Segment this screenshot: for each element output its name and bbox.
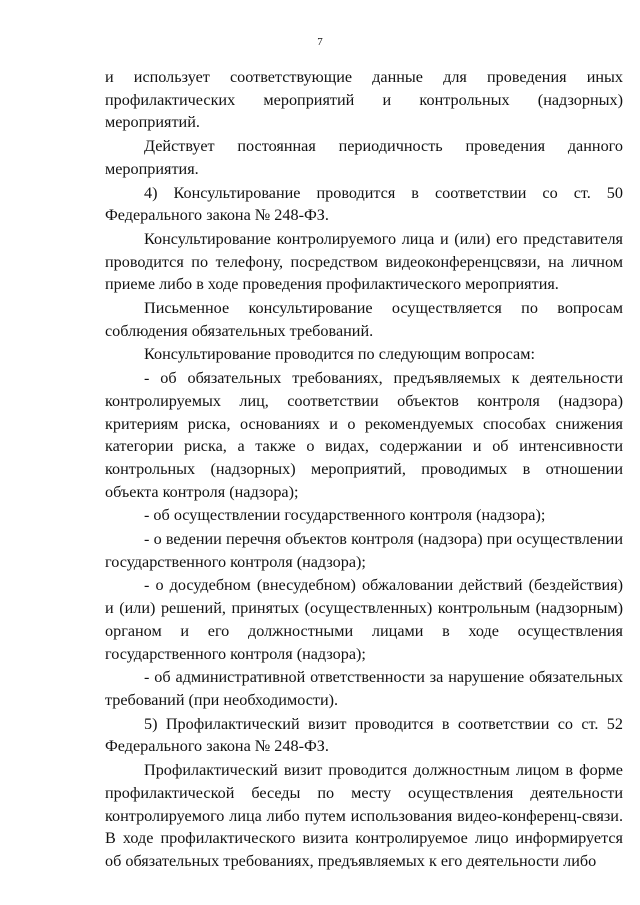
paragraph-preventive-visit: Профилактический визит проводится должностным лицом в форме профилактической беседы по месту осуществления деятельности контролируемого лица либо путем использования видео-конференц-связи. В ходе профилактического визита контролируемое лицо информируется об обязательных требованиях, предъявляемых к его деятельности либо [105,761,623,870]
paragraph-written-consultation: Письменное консультирование осуществляется по вопросам соблюдения обязательных требований. [105,299,623,340]
paragraph-consultation-methods: Консультирование контролируемого лица и (или) его представителя проводится по телефону, посредством видеоконференцсвязи, на личном приеме либо в ходе проведения профилактического мероприятия. [105,229,623,294]
paragraph-item-5: 5) Профилактический визит проводится в соответствии со ст. 52 Федерального закона № 248-ФЗ. [105,714,623,756]
paragraph-periodicity: Действует постоянная периодичность проведения данного мероприятия. [105,137,623,178]
paragraph-item-4: 4) Консультирование проводится в соответствии со ст. 50 Федерального закона № 248-ФЗ. [105,183,623,225]
list-item-requirements: - об обязательных требованиях, предъявляемых к деятельности контролируемых лиц, соответствии объектов контроля (надзора) критериям риска, основаниях и о рекомендуемых способах снижения категории риска, а также о видах, содержании и об интенсивности контрольных (надзорных) мероприятий, проводимых в отношении объекта контроля (надзора); [105,369,623,501]
list-item-state-control: - об осуществлении государственного контроля (надзора); [144,506,546,525]
page-number: 7 [317,36,323,48]
list-item-register: - о ведении перечня объектов контроля (надзора) при осуществлении государственного контроля (надзора); [105,530,623,571]
list-item-liability: - об административной ответственности за нарушение обязательных требований (при необходимости). [105,668,623,709]
list-item-appeal: - о досудебном (внесудебном) обжаловании действий (бездействия) и (или) решений, принятых (осуществленных) контрольным (надзорным) органом и его должностными лицами в ходе осуществления государственного контроля (надзора); [105,576,623,663]
paragraph-continuation: и использует соответствующие данные для проведения иных профилактических мероприятий и контрольных (надзорных) мероприятий. [105,68,623,132]
document-body [105,66,623,873]
paragraph-consultation-topics: Консультирование проводится по следующим вопросам: [144,345,535,364]
